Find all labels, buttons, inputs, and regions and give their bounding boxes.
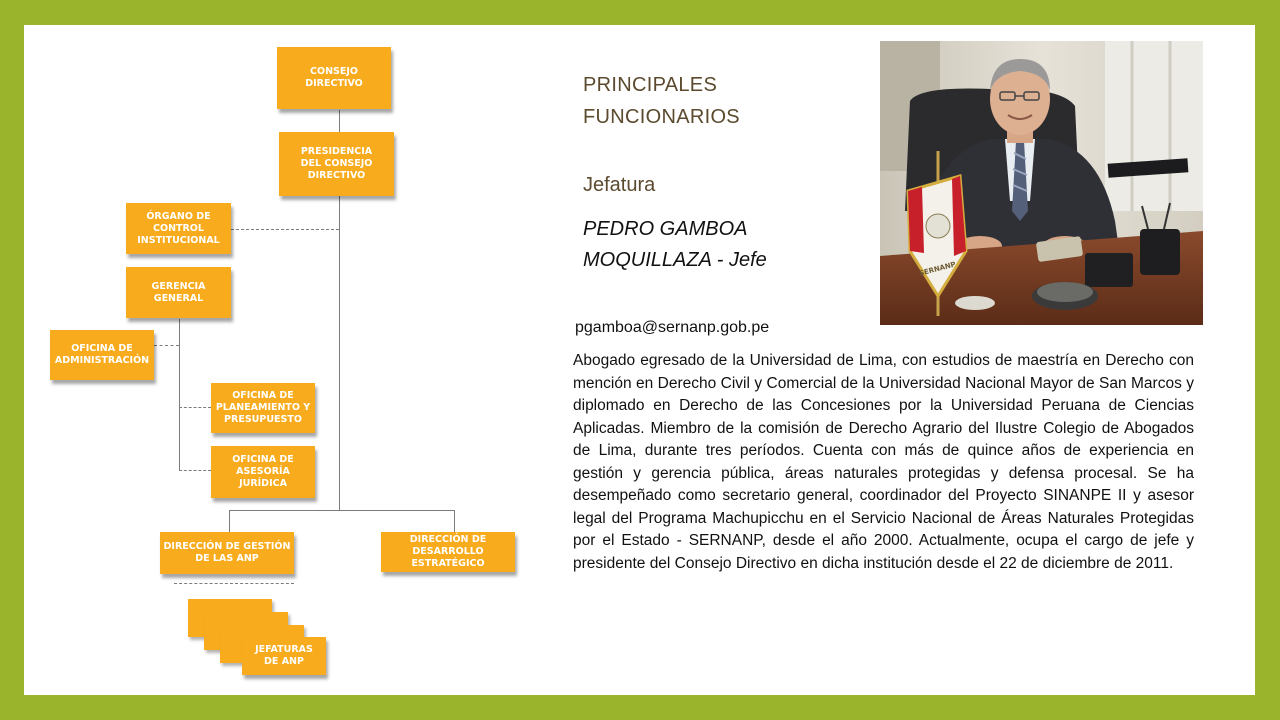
connector-gerencia-down xyxy=(179,319,180,471)
connector-asesoria xyxy=(179,470,211,471)
box-jefaturas-anp: JEFATURAS DE ANP xyxy=(242,637,326,675)
biography-text: Abogado egresado de la Universidad de Lima, con estudios de maestría en Derecho con mención en Derecho Civil y Comercial de la Universidad Nacional Mayor de San Marcos y diplomado en Derecho de las Concesiones por la Universidad Peruana de Ciencias Aplicadas. Miembro de la comisión de Derecho Agrario del Ilustre Colegio de Abogados de Lima, durante tres períodos. Cuenta con más de quince años de experiencia en gestión y gerencia pública, áreas naturales protegidas y defensa procesal. Se ha desempeñado como secretario general, coordinador del Proyecto SINANPE II y asesor legal del Programa Machupicchu en el Servicio Nacional de Áreas Naturales Protegidas por el Estado - SERNANP, desde el año 2000. Actualmente, ocupa el cargo de jefe y presidente del Consejo Directivo en dicha institución desde el 22 de diciembre de 2011. xyxy=(573,352,1194,572)
email-address: pgamboa@sernanp.gob.pe xyxy=(575,319,770,336)
connector-planeamiento xyxy=(179,407,211,408)
box-oficina-planeamiento: OFICINA DE PLANEAMIENTO Y PRESUPUESTO xyxy=(211,383,315,433)
pennant-label: SERNANP xyxy=(918,260,957,278)
connector-bottom-bar xyxy=(229,510,454,511)
box-direccion-gestion-anp: DIRECCIÓN DE GESTIÓN DE LAS ANP xyxy=(160,532,294,574)
box-gerencia-general: GERENCIA GENERAL xyxy=(126,267,231,318)
connector-administracion xyxy=(154,345,179,346)
connector-jefaturas xyxy=(174,583,294,584)
box-direccion-desarrollo: DIRECCIÓN DE DESARROLLO ESTRATÉGICO xyxy=(381,532,515,572)
connector-control xyxy=(231,229,339,230)
box-consejo-directivo: CONSEJO DIRECTIVO xyxy=(277,47,391,109)
portrait-photo xyxy=(880,41,1203,325)
box-organo-control: ÓRGANO DE CONTROL INSTITUCIONAL xyxy=(126,203,231,254)
page-title: PRINCIPALES FUNCIONARIOS xyxy=(583,74,740,128)
connector-gestion xyxy=(229,510,230,532)
person-name: PEDRO GAMBOA MOQUILLAZA - Jefe xyxy=(583,218,767,271)
box-oficina-administracion: OFICINA DE ADMINISTRACIÓN xyxy=(50,330,154,380)
box-presidencia: PRESIDENCIA DEL CONSEJO DIRECTIVO xyxy=(279,132,394,196)
slide xyxy=(24,25,1255,695)
connector-desarrollo xyxy=(454,510,455,532)
section-title: Jefatura xyxy=(583,174,656,196)
box-oficina-asesoria: OFICINA DE ASESORÍA JURÍDICA xyxy=(211,446,315,498)
portrait-illustration xyxy=(880,41,1203,325)
